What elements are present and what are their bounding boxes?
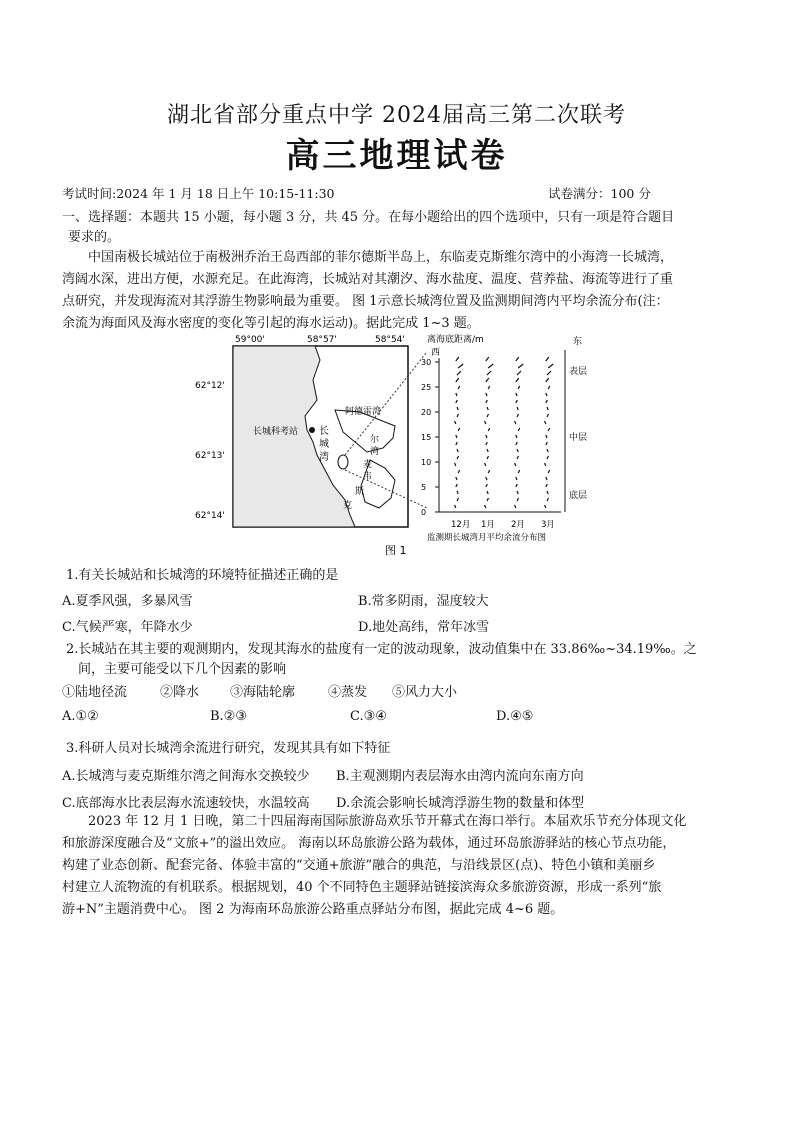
exam-title: 高三地理试卷 [285,136,508,176]
chart-ylabel: 离海底距离/m [427,335,484,345]
q1-option-d[interactable]: D.地处高纬，常年冰雪 [358,620,490,635]
current-arrow [486,484,488,487]
passage-1-line: 湾阔水深，进出方便，水源充足。在此海湾，长城站对其潮汐、海水盐度、温度、营养盐、海流等进行了重 [62,272,674,287]
q1-stem: 1.有关长城站和长城湾的环境特征描述正确的是 [66,568,339,583]
current-arrow [457,407,458,410]
y-tick-label: 10 [421,458,432,467]
current-arrow [517,491,518,494]
passage-2-line: 构建了业态创新、配套完备、体验丰富的“交通+旅游”融合的典范，与沿线景区(点)、特色小镇和美丽乡 [62,858,656,873]
y-tick-label: 15 [421,433,432,442]
current-arrow [487,491,488,494]
current-arrow [546,442,548,445]
q3-option-a[interactable]: A.长城湾与麦克斯维尔湾之间海水交换较少 [62,769,310,784]
current-arrow [488,470,490,473]
current-arrow [486,477,487,480]
passage-1-line: 余流为海面风及海水密度的变化等引起的海水运动)。据此完成 1~3 题。 [62,316,480,331]
current-arrow [546,393,547,396]
current-arrow [456,357,459,361]
current-arrow [458,470,460,473]
current-arrow [456,484,458,487]
current-arrow [488,364,493,368]
current-arrow [456,400,458,403]
lon-label: 58°54' [375,335,405,345]
current-arrow [485,421,486,424]
y-tick-label: 20 [421,408,432,417]
chart-west: 西 [431,348,441,358]
current-arrow [548,386,550,389]
current-arrow [516,400,518,403]
current-arrow [455,505,456,508]
y-tick-label: 0 [421,508,427,517]
q2-option-d[interactable]: D.④⑤ [496,709,534,724]
current-arrow [456,435,457,438]
q2-stem-line1: 2.长城站在其主要的观测期内，发现其海水的盐度有一定的波动现象，波动值集中在 33.86‰~34.19‰。之 [66,642,697,657]
passage-2-line: 村建立人流物流的有机联系。根据规划，40 个不同特色主题驿站链接滨海众多旅游资源，形成一系列“旅 [62,880,662,895]
small-island [338,455,348,469]
full-score: 试卷满分：100 分 [548,186,651,201]
current-arrow [487,371,491,375]
q3-option-c[interactable]: C.底部海水比表层海水流速较快，水温较高 [62,796,310,811]
current-arrow [487,414,489,417]
current-arrow [486,357,489,361]
current-arrow [456,393,457,396]
chart-current-arrows [455,357,554,508]
q2-option-b[interactable]: B.②③ [210,709,247,724]
current-arrow [517,449,518,452]
current-arrow [488,386,490,389]
lat-label: 62°13' [195,451,225,461]
exam-subtitle: 湖北省部分重点中学 2024届高三第二次联考 [167,103,626,128]
passage-2-line: 和旅游深度融合及“文旅+”的溢出效应。 海南以环岛旅游公路为载体，通过环岛旅游驿站的核心节点功能， [62,836,676,851]
current-arrow [546,435,547,438]
current-arrow [516,442,518,445]
current-arrow [546,378,549,382]
current-arrow [486,393,487,396]
x-tick-label: 2月 [511,520,525,530]
passage-2-line: 2023 年 12 月 1 日晚，第二十四届海南国际旅游岛欢乐节开幕式在海口举行。本届欢乐节充分体现文化 [88,814,687,829]
layer-label: 中层 [569,433,588,443]
current-arrow [518,364,523,368]
current-arrow [517,456,519,459]
current-arrow [487,449,488,452]
current-arrow [457,456,459,459]
current-arrow [516,393,517,396]
chart-east: 东 [573,337,583,347]
q2-factor: ⑤风力大小 [392,685,458,700]
q2-factor: ①陆地径流 [62,685,128,700]
current-arrow [455,421,456,424]
current-arrow [515,463,516,466]
current-arrow [548,428,550,431]
current-arrow [457,498,459,501]
current-arrow [485,463,486,466]
current-arrow [485,505,486,508]
passage-2-line: 游+N”主题消费中心。 图 2 为海南环岛旅游公路重点驿站分布图，据此完成 4~6 题。 [62,902,564,917]
current-arrow [548,470,550,473]
q3-option-d[interactable]: D.余流会影响长城湾浮游生物的数量和体型 [336,796,585,811]
ardley-label: 阿德雷湾 [345,407,382,417]
current-arrow [517,407,518,410]
layer-label: 底层 [569,491,588,501]
current-arrow [517,371,521,375]
current-arrow [456,378,459,382]
q1-option-a[interactable]: A.夏季风强，多暴风雪 [62,594,193,609]
q1-option-b[interactable]: B.常多阴雨，湿度较大 [358,594,489,609]
maxwell-char: 尔 [370,435,380,445]
maxwell-char: 克 [343,501,353,511]
passage-1-line: 点研究，并发现海流对其浮游生物影响最为重要。 图 1示意长城湾位置及监测期间湾内平均余流分布(注： [62,294,669,309]
y-tick-label: 25 [421,383,432,392]
current-arrow [458,386,460,389]
current-arrow [488,428,490,431]
q2-stem-line2: 间，主要可能受以下几个因素的影响 [78,662,287,677]
current-arrow [457,449,458,452]
current-arrow [486,435,487,438]
current-arrow [547,407,548,410]
current-arrow [487,407,488,410]
current-arrow [547,498,549,501]
lon-label: 59°00' [235,335,265,345]
maxwell-char: 湾 [370,447,380,457]
q2-factor: ④蒸发 [328,685,368,700]
lon-label: 58°57' [307,335,337,345]
maxwell-char: 斯 [355,487,365,497]
station-label: 长城科考站 [253,427,299,437]
current-arrow [516,484,518,487]
q2-factor: ③海陆轮廓 [230,685,296,700]
station-marker [309,427,315,433]
current-arrow [456,442,458,445]
x-tick-label: 1月 [481,520,495,530]
current-arrow [486,378,489,382]
current-arrow [458,364,463,368]
current-arrow [516,435,517,438]
current-arrow [517,414,519,417]
lat-label: 62°14' [195,511,225,521]
q1-option-c[interactable]: C.气候严寒，年降水少 [62,620,193,635]
current-arrow [457,371,461,375]
current-arrow [547,449,548,452]
chart-y-ticks [421,358,439,517]
q2-factor: ②降水 [160,685,200,700]
current-arrow [546,400,548,403]
section-heading-line1: 一、选择题：本题共 15 小题，每小题 3 分，共 45 分。在每小题给出的四个选项中，只有一项是符合题目 [62,210,675,225]
current-arrow [457,491,458,494]
maxwell-char: 韦 [363,472,373,482]
chart-caption: 监测期长城湾月平均余流分布图 [427,533,547,543]
current-arrow [545,463,546,466]
y-tick-label: 30 [421,358,432,367]
y-tick-label: 5 [421,483,427,492]
passage-1-line: 中国南极长城站位于南极洲乔治王岛西部的菲尔德斯半岛上，东临麦克斯维尔湾中的小海湾一长城湾， [88,250,674,265]
current-arrow [546,477,547,480]
lat-label: 62°12' [195,381,225,391]
current-arrow [547,414,549,417]
q2-option-a[interactable]: A.①② [62,709,99,724]
bay-name-char: 湾 [319,452,329,463]
current-arrow [518,428,520,431]
current-arrow [518,386,520,389]
current-arrow [516,378,519,382]
current-arrow [546,357,549,361]
current-arrow [516,477,517,480]
layer-label: 表层 [569,367,588,377]
passage-2 [62,811,732,921]
q2-option-c[interactable]: C.③④ [350,709,387,724]
current-arrow [545,421,546,424]
current-arrow [545,505,546,508]
current-arrow [547,456,549,459]
x-tick-label: 12月 [451,520,471,530]
figure-1-caption: 图 1 [385,544,407,557]
passage-1 [62,247,732,335]
q3-option-b[interactable]: B.主观测期内表层海水由湾内流向东南方向 [336,769,584,784]
current-arrow [456,477,457,480]
current-arrow [486,442,488,445]
current-arrow [457,414,459,417]
chart-x-ticks [451,520,555,530]
current-arrow [487,498,489,501]
current-arrow [515,505,516,508]
current-arrow [548,364,553,368]
exam-time: 考试时间:2024 年 1 月 18 日上午 10:15-11:30 [62,186,335,201]
current-arrow [517,498,519,501]
current-arrow [518,470,520,473]
q3-stem: 3.科研人员对长城湾余流进行研究，发现其具有如下特征 [66,741,391,756]
section-heading-line2: 要求的。 [68,230,121,245]
current-arrow [455,463,456,466]
current-arrow [547,491,548,494]
current-arrow [547,371,551,375]
current-arrow [487,456,489,459]
figure-1 [195,330,600,560]
current-arrow [546,484,548,487]
maxwell-char: 麦 [363,460,373,470]
current-arrow [515,421,516,424]
current-arrow [458,428,460,431]
x-tick-label: 3月 [541,520,555,530]
bay-name-char: 长 [319,426,329,437]
current-arrow [516,357,519,361]
current-arrow [486,400,488,403]
bay-name-char: 城 [319,439,329,450]
